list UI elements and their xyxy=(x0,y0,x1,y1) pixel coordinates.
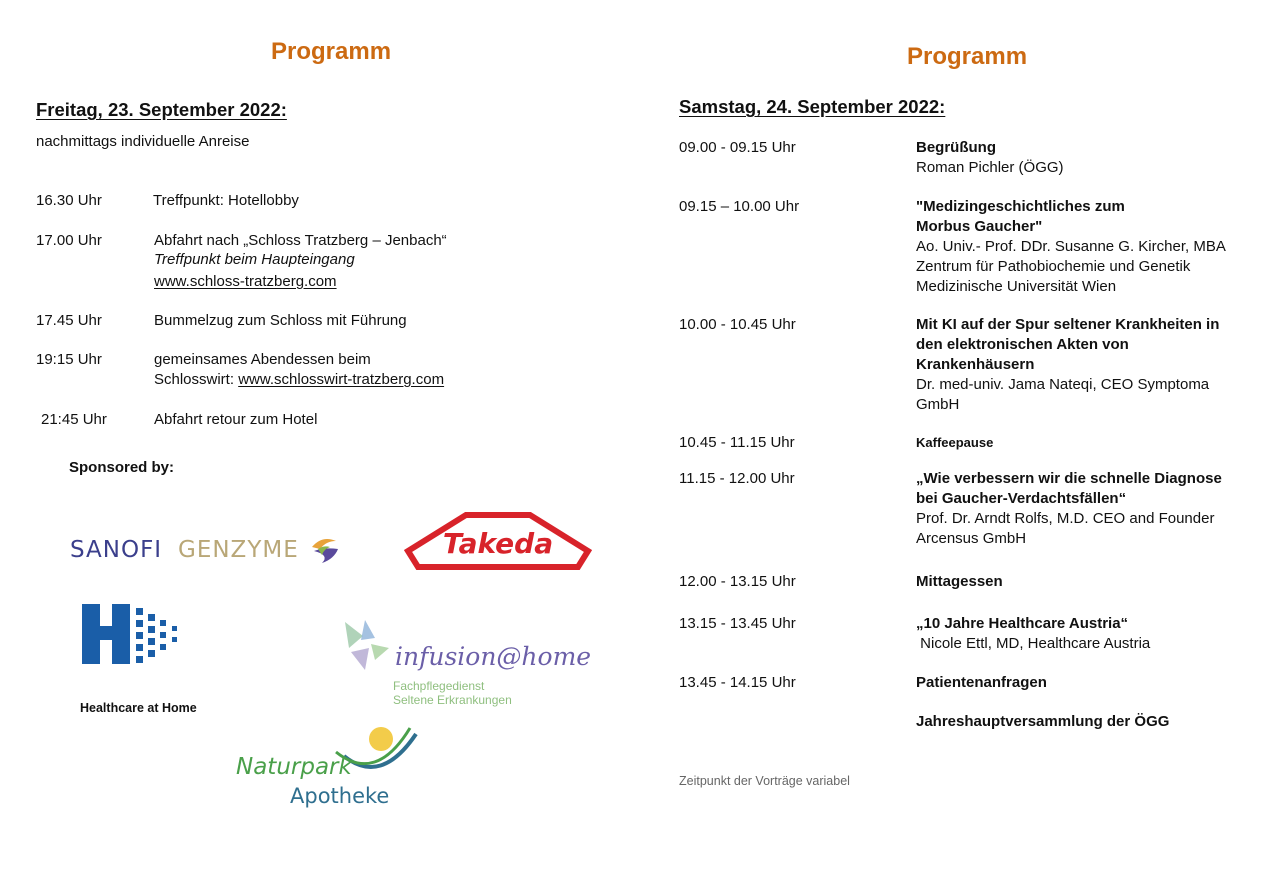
schedule-entry xyxy=(916,572,1266,592)
left-day-heading: Freitag, 23. September 2022: xyxy=(36,99,287,120)
schedule-detail-line: Zentrum für Pathobiochemie und Genetik xyxy=(916,258,1191,275)
footnote: Zeitpunkt der Vorträge variabel xyxy=(679,774,850,788)
schedule-title-line: Krankenhäusern xyxy=(916,356,1035,373)
schedule-detail-line: Nicole Ettl, MD, Healthcare Austria xyxy=(916,635,1151,652)
naturpark-apotheke-logo xyxy=(236,722,426,812)
takeda-text: Takeda xyxy=(442,527,554,560)
schedule-entry xyxy=(916,614,1266,654)
schedule-time: 13.45 - 14.15 Uhr xyxy=(679,674,796,691)
genzyme-text: GENZYME xyxy=(178,537,299,563)
schedule-title-line: Patientenanfragen xyxy=(916,674,1047,691)
event-text: Bummelzug zum Schloss mit Führung xyxy=(154,312,407,329)
sanofi-text: SANOFI xyxy=(70,537,163,563)
naturpark-text: Naturpark xyxy=(236,754,352,780)
left-intro: nachmittags individuelle Anreise xyxy=(36,133,250,150)
schedule-time: 09.00 - 09.15 Uhr xyxy=(679,139,796,156)
schedule-entry xyxy=(916,433,1266,453)
event-time: 19:15 Uhr xyxy=(36,351,102,368)
schedule-entry xyxy=(916,315,1266,415)
event-text: gemeinsames Abendessen beim xyxy=(154,351,371,368)
schloss-tratzberg-link[interactable]: www.schloss-tratzberg.com xyxy=(154,273,337,290)
sponsored-by-label: Sponsored by: xyxy=(69,459,175,476)
schedule-time: 11.15 - 12.00 Uhr xyxy=(679,470,795,487)
schlosswirt-link[interactable]: www.schlosswirt-tratzberg.com xyxy=(238,371,445,388)
schedule-entry xyxy=(916,712,1266,732)
schedule-title-line: bei Gaucher-Verdachtsfällen“ xyxy=(916,490,1127,507)
right-page-title: Programm xyxy=(907,43,1028,70)
schedule-detail-line: GmbH xyxy=(916,396,960,413)
schedule-detail-line: Prof. Dr. Arndt Rolfs, M.D. CEO and Founder xyxy=(916,510,1215,527)
event-text: Abfahrt nach „Schloss Tratzberg – Jenbach“ xyxy=(154,232,447,249)
schedule-entry xyxy=(916,197,1266,297)
schedule-title-line: Mit KI auf der Spur seltener Krankheiten in xyxy=(916,316,1220,333)
infusion-at-home-logo xyxy=(339,618,592,708)
takeda-logo xyxy=(404,511,592,575)
left-page-title: Programm xyxy=(271,38,392,65)
schedule-title-line: „10 Jahre Healthcare Austria“ xyxy=(916,615,1129,632)
schedule-title-line: Morbus Gaucher" xyxy=(916,218,1043,235)
sanofi-genzyme-logo xyxy=(70,533,350,569)
sanofi-swirl-icon xyxy=(308,533,342,567)
schedule-detail-line: Arcensus GmbH xyxy=(916,530,1027,547)
event-time: 17.45 Uhr xyxy=(36,312,102,329)
event-text-2: Schlosswirt: xyxy=(154,371,239,388)
schedule-title-line: Begrüßung xyxy=(916,139,996,156)
schedule-title-line: Mittagessen xyxy=(916,573,1003,590)
schedule-detail-line: Dr. med-univ. Jama Nateqi, CEO Symptoma xyxy=(916,376,1210,393)
infusion-name: infusion@home xyxy=(395,642,592,671)
event-note: Treffpunkt beim Haupteingang xyxy=(154,251,355,268)
event-text-line2 xyxy=(154,370,444,390)
apotheke-text: Apotheke xyxy=(290,784,390,808)
healthcare-at-home-logo xyxy=(82,604,186,666)
schedule-title-line: Jahreshauptversammlung der ÖGG xyxy=(916,713,1170,730)
schedule-entry xyxy=(916,673,1266,693)
right-day-heading: Samstag, 24. September 2022: xyxy=(679,96,946,117)
schedule-title-line: Kaffeepause xyxy=(916,435,994,450)
event-time: 17.00 Uhr xyxy=(36,232,102,249)
infusion-leaf-icon xyxy=(339,618,393,672)
schedule-detail-line: Ao. Univ.- Prof. DDr. Susanne G. Kircher, MBA xyxy=(916,238,1226,255)
schedule-time: 10.45 - 11.15 Uhr xyxy=(679,434,795,451)
schedule-detail-line: Roman Pichler (ÖGG) xyxy=(916,159,1064,176)
schedule-title-line: "Medizingeschichtliches zum xyxy=(916,198,1125,215)
schedule-title-line: den elektronischen Akten von xyxy=(916,336,1129,353)
schedule-time: 09.15 – 10.00 Uhr xyxy=(679,198,800,215)
event-time: 21:45 Uhr xyxy=(41,411,107,428)
schedule-detail-line: Medizinische Universität Wien xyxy=(916,278,1117,295)
schedule-entry xyxy=(916,138,1266,178)
healthcare-at-home-caption: Healthcare at Home xyxy=(80,701,197,715)
event-text: Abfahrt retour zum Hotel xyxy=(154,411,318,428)
infusion-line2: Seltene Erkrankungen xyxy=(393,693,512,707)
healthcare-h-icon xyxy=(82,604,186,666)
schedule-entry xyxy=(916,469,1266,549)
schedule-time: 13.15 - 13.45 Uhr xyxy=(679,615,796,632)
event-time: 16.30 Uhr xyxy=(36,192,102,209)
schedule-time: 10.00 - 10.45 Uhr xyxy=(679,316,796,333)
schedule-title-line: „Wie verbessern wir die schnelle Diagnose xyxy=(916,470,1222,487)
infusion-line1: Fachpflegedienst xyxy=(393,679,485,693)
event-text: Treffpunkt: Hotellobby xyxy=(153,192,299,209)
schedule-time: 12.00 - 13.15 Uhr xyxy=(679,573,796,590)
